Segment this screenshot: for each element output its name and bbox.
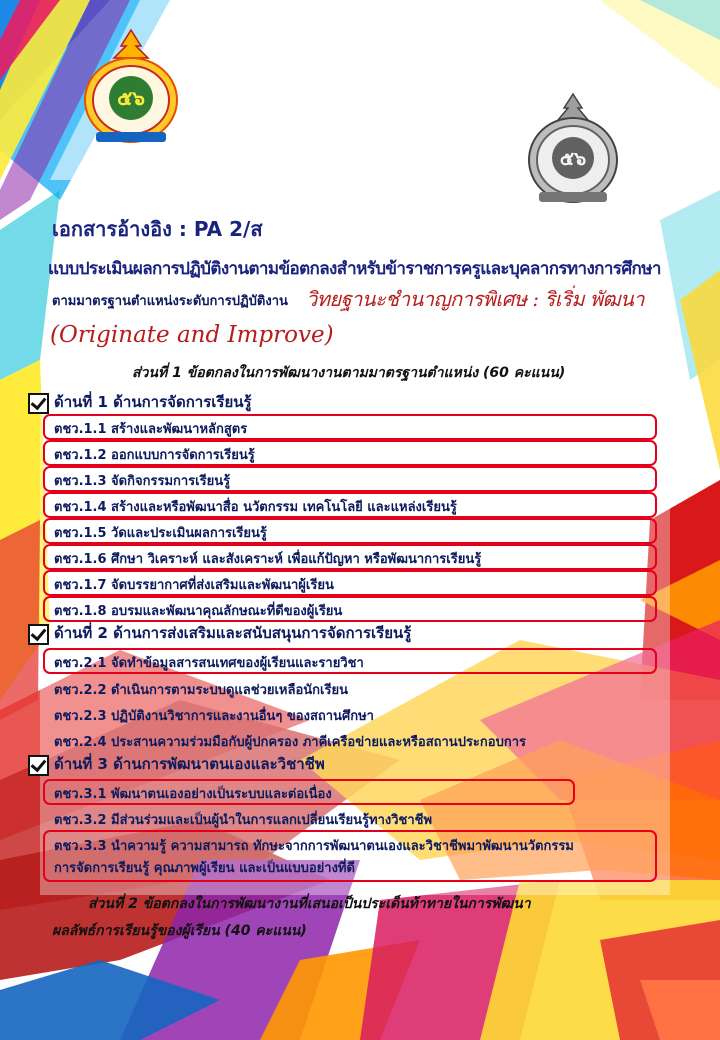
indicator-1-5: ตชว.1.5 วัดและประเมินผลการเรียนรู้ bbox=[54, 526, 267, 541]
indicator-1-7: ตชว.1.7 จัดบรรยากาศที่ส่งเสริมและพัฒนาผู้เรียน bbox=[54, 578, 334, 593]
indicator-2-3: ตชว.2.3 ปฏิบัติงานวิชาการและงานอื่นๆ ของสถานศึกษา bbox=[54, 709, 374, 724]
indicator-3-3-cont: การจัดการเรียนรู้ คุณภาพผู้เรียน และเป็นแบบอย่างที่ดี bbox=[54, 861, 355, 876]
indicator-2-2: ตชว.2.2 ดำเนินการตามระบบดูแลช่วยเหลือนักเรียน bbox=[54, 683, 348, 698]
indicator-1-6: ตชว.1.6 ศึกษา วิเคราะห์ และสังเคราะห์ เพื่อแก้ปัญหา หรือพัฒนาการเรียนรู้ bbox=[54, 552, 482, 567]
school-emblem-gray bbox=[523, 92, 623, 206]
indicator-1-4: ตชว.1.4 สร้างและหรือพัฒนาสื่อ นวัตกรรม เทคโนโลยี และแหล่งเรียนรู้ bbox=[54, 500, 457, 515]
indicator-1-3: ตชว.1.3 จัดกิจกรรมการเรียนรู้ bbox=[54, 474, 231, 489]
doc-reference: เอกสารอ้างอิง : PA 2/ส bbox=[52, 217, 263, 241]
indicator-3-2: ตชว.3.2 มีส่วนร่วมและเป็นผู้นำในการแลกเปลี่ยนเรียนรู้ทางวิชาชีพ bbox=[54, 813, 433, 828]
form-title: แบบประเมินผลการปฏิบัติงานตามข้อตกลงสำหรับข้าราชการครูและบุคลากรทางการศึกษา bbox=[48, 259, 661, 279]
part2-heading-line1: ส่วนที่ 2 ข้อตกลงในการพัฒนางานที่เสนอเป็นประเด็นท้าทายในการพัฒนา bbox=[88, 896, 531, 912]
aspect1-checkbox[interactable] bbox=[28, 393, 49, 414]
aspect2-title: ด้านที่ 2 ด้านการส่งเสริมและสนับสนุนการจัดการเรียนรู้ bbox=[54, 624, 412, 642]
indicator-2-4: ตชว.2.4 ประสานความร่วมมือกับผู้ปกครอง ภาคีเครือข่ายและหรือสถานประกอบการ bbox=[54, 735, 526, 750]
part1-heading: ส่วนที่ 1 ข้อตกลงในการพัฒนางานตามมาตรฐานตำแหน่ง (60 คะแนน) bbox=[132, 365, 566, 381]
indicator-1-2: ตชว.1.2 ออกแบบการจัดการเรียนรู้ bbox=[54, 448, 255, 463]
standard-prefix: ตามมาตรฐานตำแหน่งระดับการปฏิบัติงาน bbox=[52, 294, 288, 309]
indicator-1-1: ตชว.1.1 สร้างและพัฒนาหลักสูตร bbox=[54, 422, 248, 437]
svg-text:๕๖: ๕๖ bbox=[559, 148, 587, 170]
indicator-1-8: ตชว.1.8 อบรมและพัฒนาคุณลักษณะที่ดีของผู้เรียน bbox=[54, 604, 343, 619]
aspect3-checkbox[interactable] bbox=[28, 755, 49, 776]
school-emblem-color bbox=[78, 28, 184, 146]
indicator-2-1: ตชว.2.1 จัดทำข้อมูลสารสนเทศของผู้เรียนและรายวิชา bbox=[54, 656, 364, 671]
indicator-3-3: ตชว.3.3 นำความรู้ ความสามารถ ทักษะจากการพัฒนาตนเองและวิชาชีพมาพัฒนานวัตกรรม bbox=[54, 839, 574, 854]
aspect1-title: ด้านที่ 1 ด้านการจัดการเรียนรู้ bbox=[54, 393, 252, 411]
academic-level: วิทยฐานะชำนาญการพิเศษ : ริเริ่ม พัฒนา bbox=[306, 287, 645, 311]
aspect2-checkbox[interactable] bbox=[28, 624, 49, 645]
svg-text:๕๖: ๕๖ bbox=[117, 86, 145, 110]
indicator-3-1: ตชว.3.1 พัฒนาตนเองอย่างเป็นระบบและต่อเนื่อง bbox=[54, 787, 332, 802]
level-english: (Originate and Improve) bbox=[50, 322, 334, 348]
aspect3-title: ด้านที่ 3 ด้านการพัฒนาตนเองและวิชาชีพ bbox=[54, 755, 325, 773]
part2-heading-line2: ผลลัพธ์การเรียนรู้ของผู้เรียน (40 คะแนน) bbox=[52, 923, 307, 939]
